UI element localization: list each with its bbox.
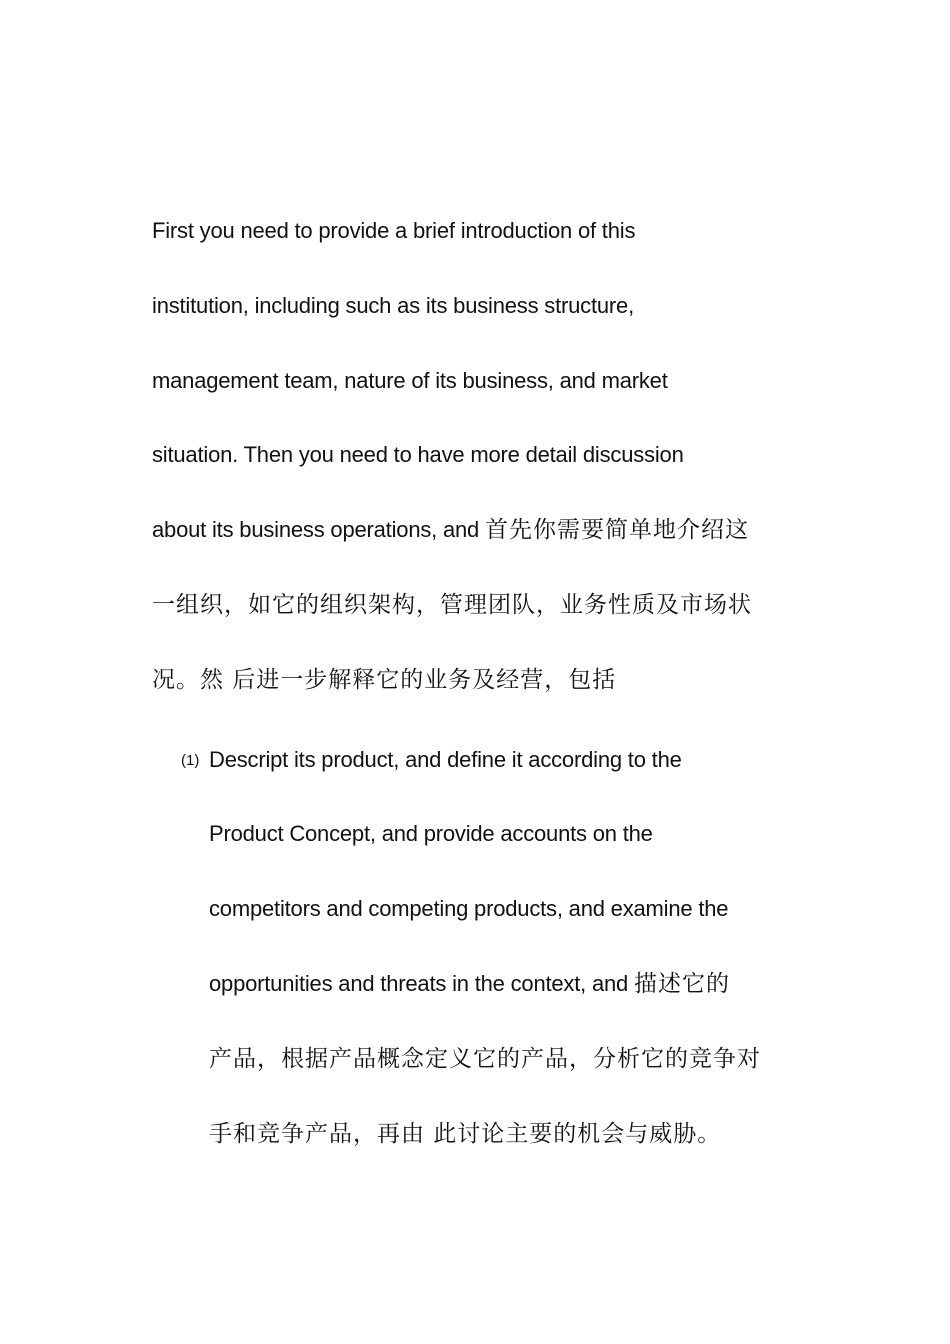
line-text: Descript its product, and define it according to the [209, 747, 682, 772]
list-item-line-4 [209, 969, 730, 999]
line-text: about its business operations, and [152, 517, 486, 542]
line-text: opportunities and threats in the context, and [209, 971, 634, 996]
list-item-marker: (1) [181, 752, 200, 769]
list-item-line-6 [209, 1119, 721, 1149]
line-text-cjk: 首先你需要简单地介绍这 [485, 517, 750, 543]
paragraph-line-4 [152, 440, 684, 470]
list-item-line-1 [209, 745, 682, 775]
line-text: 产品，根据产品概念定义它的产品，分析它的竞争对 [209, 1046, 761, 1072]
line-text: institution, including such as its business structure, [152, 293, 634, 318]
paragraph-line-7 [152, 665, 616, 695]
line-text: First you need to provide a brief introduction of this [152, 218, 636, 243]
paragraph-line-2 [152, 291, 634, 321]
list-item-line-5 [209, 1044, 761, 1074]
line-text: 手和竞争产品，再由 此讨论主要的机会与威胁。 [209, 1121, 722, 1147]
paragraph-line-1 [152, 216, 635, 246]
paragraph-line-6 [152, 590, 752, 620]
paragraph-line-5 [152, 515, 749, 545]
line-text: 一组织，如它的组织架构，管理团队，业务性质及市场状 [152, 592, 752, 618]
line-text: 况。然 后进一步解释它的业务及经营，包括 [152, 667, 617, 693]
line-text: management team, nature of its business, and market [152, 368, 668, 393]
line-text: situation. Then you need to have more detail discussion [152, 442, 684, 467]
line-text: Product Concept, and provide accounts on the [209, 821, 653, 846]
paragraph-line-3 [152, 366, 668, 396]
list-item-line-3 [209, 894, 728, 924]
line-text: competitors and competing products, and examine the [209, 896, 729, 921]
line-text-cjk: 描述它的 [633, 971, 730, 997]
list-item-line-2 [209, 819, 653, 849]
